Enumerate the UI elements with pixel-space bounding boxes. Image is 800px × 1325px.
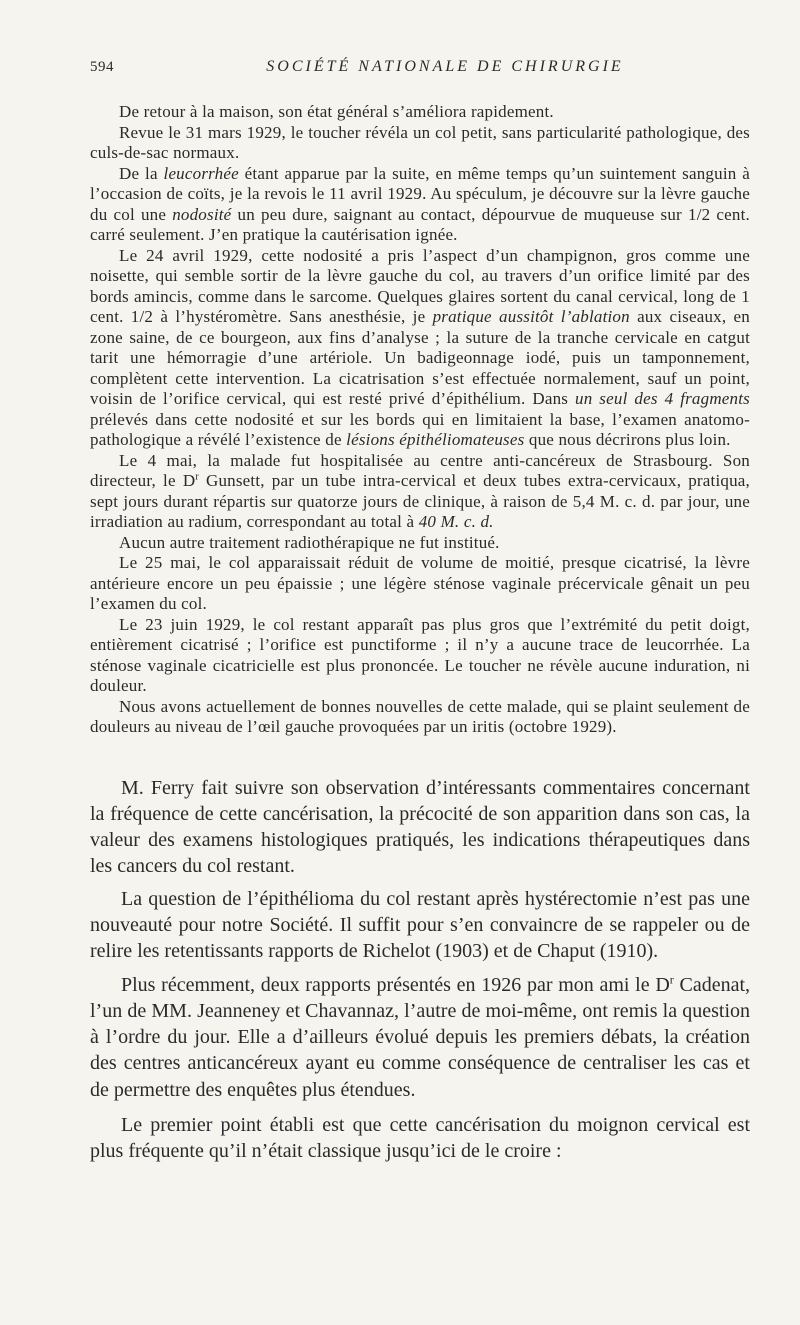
paragraph <box>90 775 750 880</box>
text-run: Le premier point établi est que cette cancérisation du moignon cervical est plus fréquente qu’il n’était classique jusqu’ici de le croire : <box>90 1114 750 1163</box>
text-run: La question de l’épithélioma du col restant après hystérectomie n’est pas une nouveauté pour notre Société. Il suffit pour s’en convaincre de se rappeler ou de relire les retentissants rapports de Richelot (1903) et de Chaput (1910). <box>90 887 750 963</box>
text-run: prélevés dans cette nodosité et sur les bords qui en limitaient la base, l’examen anatomo-pathologique a révélé l’existence de <box>90 409 750 449</box>
text-run: étant apparue par la suite, en même temps qu’un suintement sanguin à l’occasion de coïts, je la revois le 11 avril 1929. Au spéculum, je découvre sur la lèvre gauche du col une <box>90 163 750 224</box>
commentary-section <box>90 775 750 1165</box>
text-run: De retour à la maison, son état général s’améliora rapidement. <box>119 102 554 121</box>
text-run: Aucun autre traitement radiothérapique ne fut institué. <box>119 532 500 552</box>
page-header <box>90 58 750 88</box>
text-run: Cadenat, l’un de MM. Jeanneney et Chavannaz, l’autre de moi-même, ont remis la question à l’ordre du jour. Elle a d’ailleurs évolué depuis les premiers débats, la création des centres anticancéreux ayant eu comme conséquence de centraliser les cas et de permettre des enquêtes plus étendues. <box>90 973 751 1101</box>
paragraph <box>90 246 750 451</box>
italic-text: pratique aussitôt l’ablation <box>432 307 630 326</box>
paragraph <box>90 553 750 615</box>
paragraph <box>90 123 750 164</box>
text-run: Le 23 juin 1929, le col restant apparaît pas plus gros que l’extrémité du petit doigt, entièrement cicatrisé ; l’orifice est punctiforme ; il n’y a aucune trace de leucorrhée. La sténose vaginale cicatricielle est plus prononcée. Le toucher ne révèle aucune induration, ni douleur. <box>90 614 750 695</box>
text-run: un peu dure, saignant au contact, dépourvue de muqueuse sur 1/2 cent. carré seulement. J’en pratique la cautérisation ignée. <box>90 204 750 244</box>
italic-text: un seul des 4 fragments <box>575 389 750 408</box>
page-number: 594 <box>90 59 114 75</box>
superscript-text: r <box>669 971 674 986</box>
text-run: Nous avons actuellement de bonnes nouvelles de cette malade, qui se plaint seulement de douleurs au niveau de l’œil gauche provoquées par un iritis (octobre 1929). <box>90 696 750 736</box>
paragraph <box>90 1112 750 1165</box>
text-run: Le 25 mai, le col apparaissait réduit de volume de moitié, presque cicatrisé, la lèvre antérieure encore un peu épaissie ; une légère sténose vaginale précervicale gênait un peu l’examen du col. <box>90 553 750 613</box>
case-report-section <box>90 102 750 738</box>
paragraph <box>90 697 750 738</box>
paragraph <box>90 886 750 965</box>
italic-text: leucorrhée <box>163 163 239 183</box>
paragraph <box>90 164 750 246</box>
italic-text: nodosité <box>172 204 232 224</box>
paragraph <box>90 533 750 554</box>
paragraph <box>90 451 750 533</box>
text-run: Le 24 avril 1929, cette nodosité a pris l’aspect d’un champignon, gros comme une noisette, qui semble sortir de la lèvre gauche du col, au travers d’un orifice limité par des bords amincis, comme dans le sarcome. Quelques glaires sortent du canal cervical, long de 1 cent. 1/2 à l’hystéromètre. Sans anesthésie, je <box>90 245 750 326</box>
text-run: Le 4 mai, la malade fut hospitalisée au centre anti-cancéreux de Strasbourg. Son directeur, le D <box>90 450 750 490</box>
running-title: SOCIÉTÉ NATIONALE DE CHIRURGIE <box>266 58 624 75</box>
text-run: M. Ferry fait suivre son observation d’intéressants commentaires concernant la fréquence de cette cancérisation, la précocité de son apparition dans son cas, la valeur des examens histologiques pratiqués, les indications thérapeutiques dans les cancers du col restant. <box>90 776 750 878</box>
superscript-text: r <box>195 471 199 483</box>
italic-text: lésions épithéliomateuses <box>346 430 525 449</box>
text-run: que nous décrirons plus loin. <box>524 430 731 449</box>
text-run: aux ciseaux, en zone saine, de ce bourgeon, aux fins d’analyse ; la suture de la tranche cervicale en catgut tarit une hémorragie d’une artériole. Un badigeonnage iodé, puis un tamponnement, complètent cette intervention. La cicatrisation s’est effectuée normalement, sauf un point, voisin de l’orifice cervical, qui est resté privé d’épithélium. Dans <box>90 307 750 408</box>
text-run: Plus récemment, deux rapports présentés en 1926 par mon ami le D <box>121 973 670 996</box>
paragraph <box>90 972 750 1103</box>
text-run: Revue le 31 mars 1929, le toucher révéla un col petit, sans particularité pathologique, des culs-de-sac normaux. <box>90 122 750 162</box>
paragraph <box>90 102 750 123</box>
italic-text: 40 M. c. d. <box>418 512 494 531</box>
text-run: Gunsett, par un tube intra-cervical et deux tubes extra-cervicaux, pratiqua, sept jours durant répartis sur quatorze jours de clinique, à raison de 5,4 M. c. d. par jour, une irradiation au radium, correspondant au total à <box>90 471 750 531</box>
paragraph <box>90 615 750 697</box>
text-run: De la <box>119 163 164 183</box>
